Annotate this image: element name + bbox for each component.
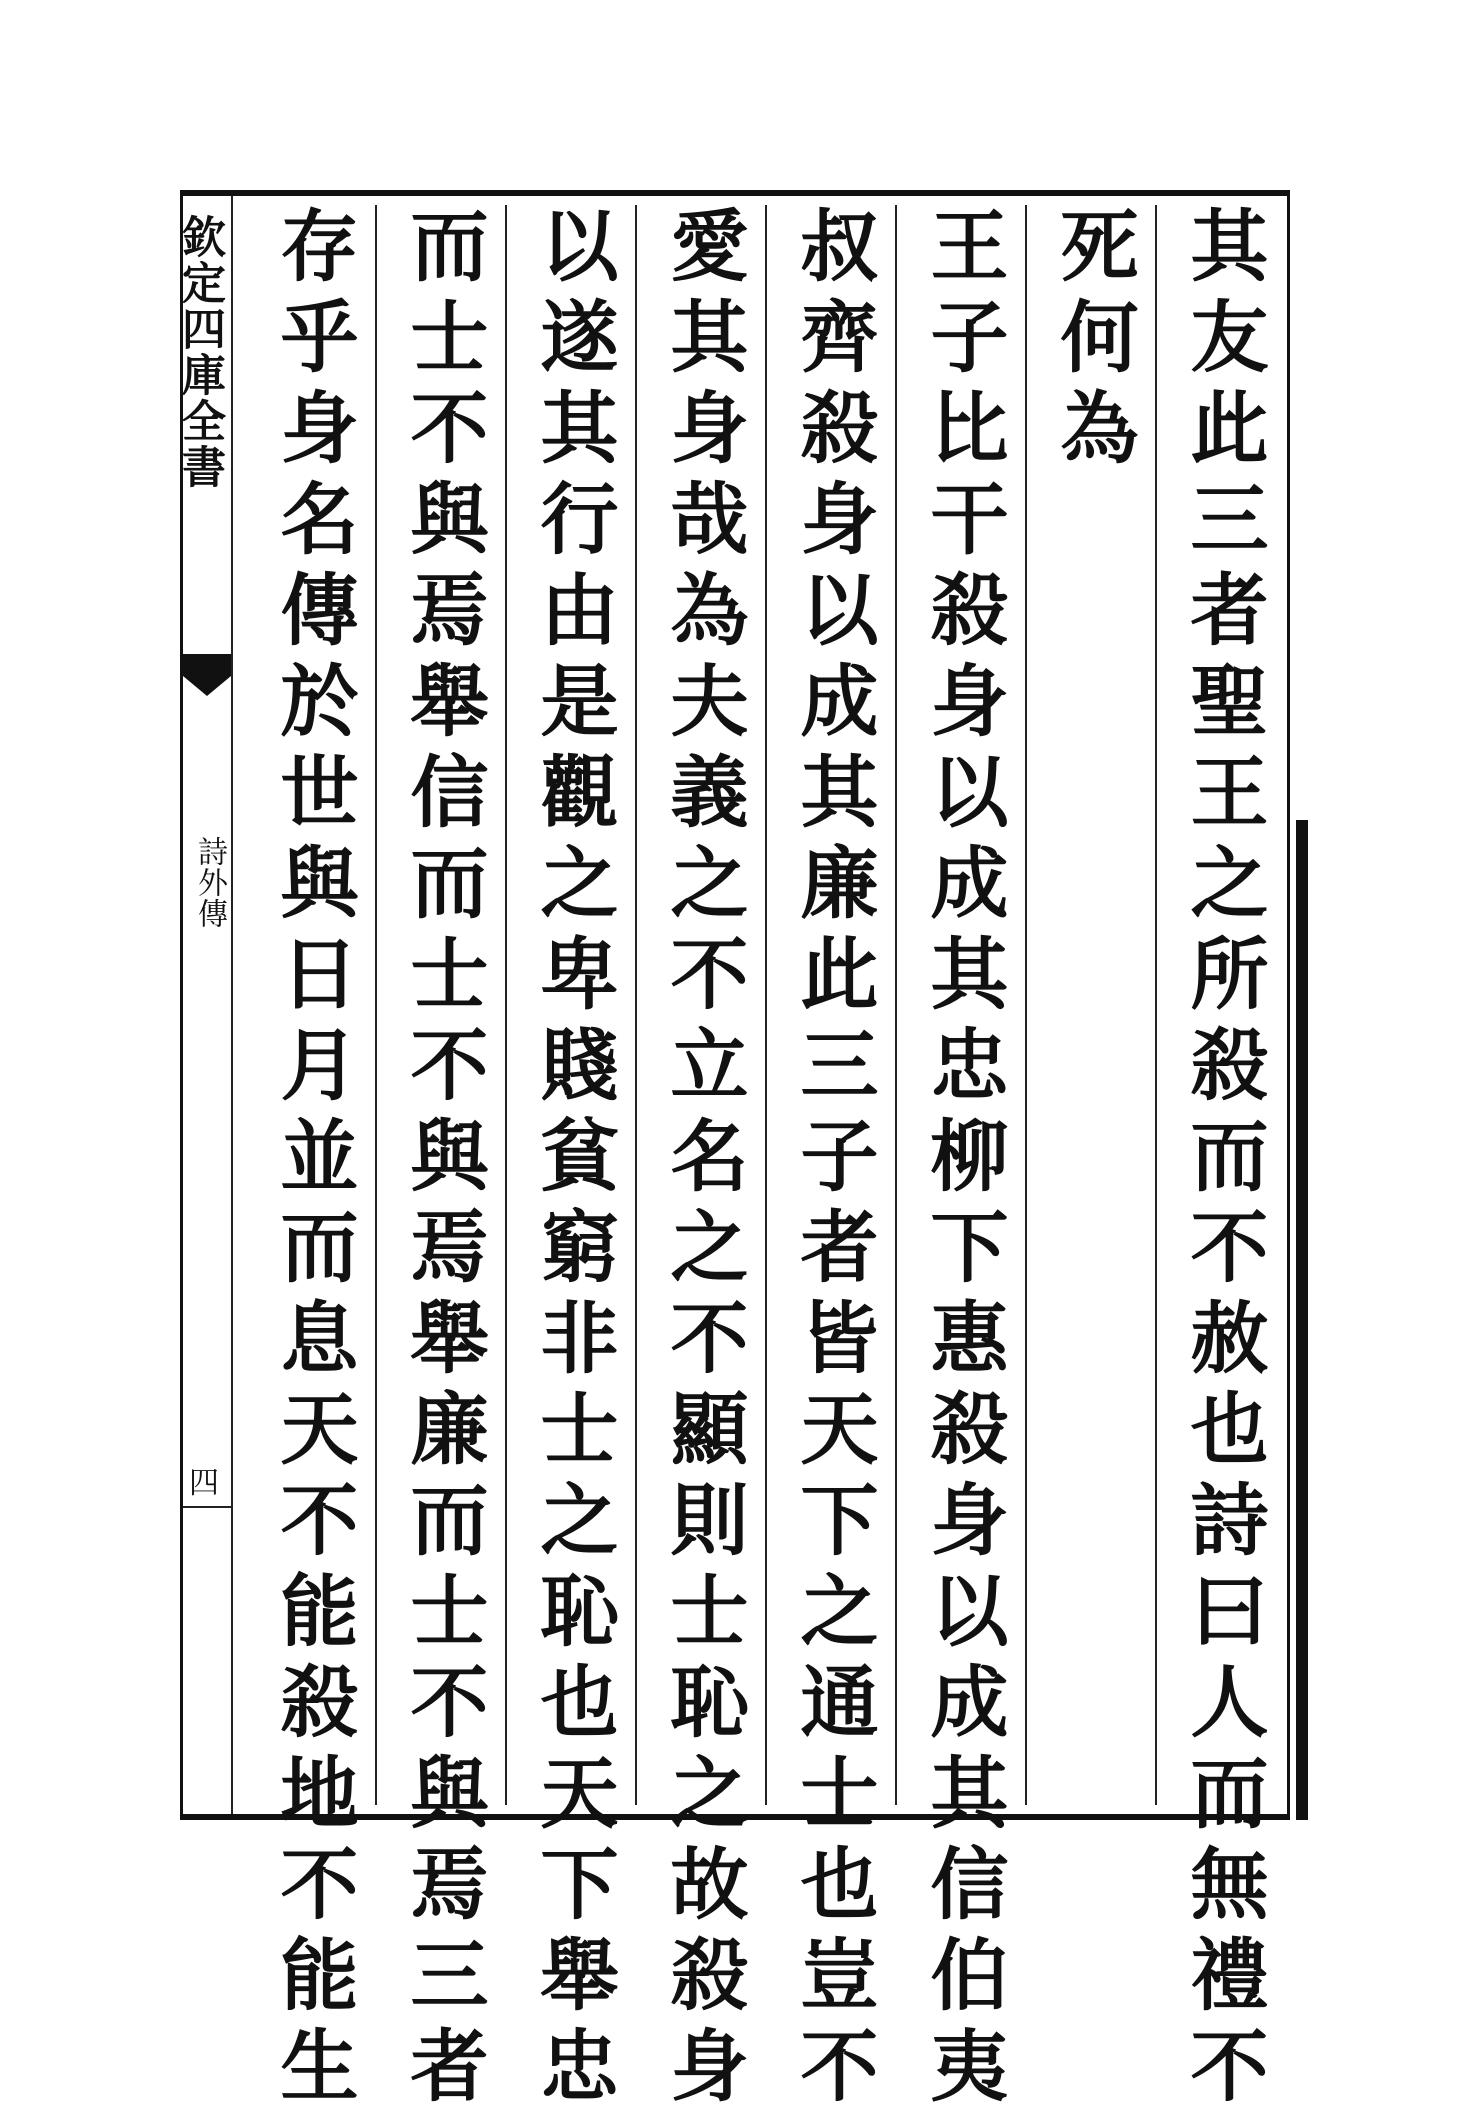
margin-rule (183, 1506, 231, 1508)
column-text: 死何為 (1047, 205, 1139, 478)
margin-column (174, 196, 233, 1814)
page-number: 四 (189, 1466, 219, 1501)
column-text: 存乎身名傳於世與日月並而息天不能殺地不能生 (267, 205, 359, 2116)
column-rule (505, 205, 507, 1805)
decorative-edge-bar (1296, 820, 1308, 1820)
column-text: 王子比干殺身以成其忠柳下惠殺身以成其信伯夷 (917, 205, 1009, 2116)
column-text: 而士不與焉舉信而士不與焉舉廉而士不與焉三者 (397, 205, 489, 2116)
column-rule (895, 205, 897, 1805)
text-column-1 (1160, 205, 1285, 2116)
column-text: 其友此三者聖王之所殺而不赦也詩曰人而無禮不 (1177, 205, 1269, 2116)
text-column-5 (640, 205, 765, 2116)
column-rule (1025, 205, 1027, 1805)
work-title: 詩外傳 (192, 836, 227, 929)
column-rule (635, 205, 637, 1805)
column-rule (765, 205, 767, 1805)
column-rule (375, 205, 377, 1805)
column-text: 叔齊殺身以成其廉此三子者皆天下之通士也豈不 (787, 205, 879, 2116)
column-rule (1155, 205, 1157, 1805)
text-column-2 (1030, 205, 1155, 1805)
book-title: 欽定四庫全書 (174, 214, 225, 490)
fish-tail-mark (183, 654, 231, 676)
fish-tail-notch (183, 676, 231, 696)
column-text: 愛其身哉為夫義之不立名之不顯則士恥之故殺身 (657, 205, 749, 2116)
text-column-7 (380, 205, 505, 2116)
text-column-4 (770, 205, 895, 2116)
text-column-6 (510, 205, 635, 2116)
column-text: 以遂其行由是觀之卑賤貧窮非士之恥也天下舉忠 (527, 205, 619, 2116)
text-column-3 (900, 205, 1025, 2116)
text-column-8 (250, 205, 375, 2116)
